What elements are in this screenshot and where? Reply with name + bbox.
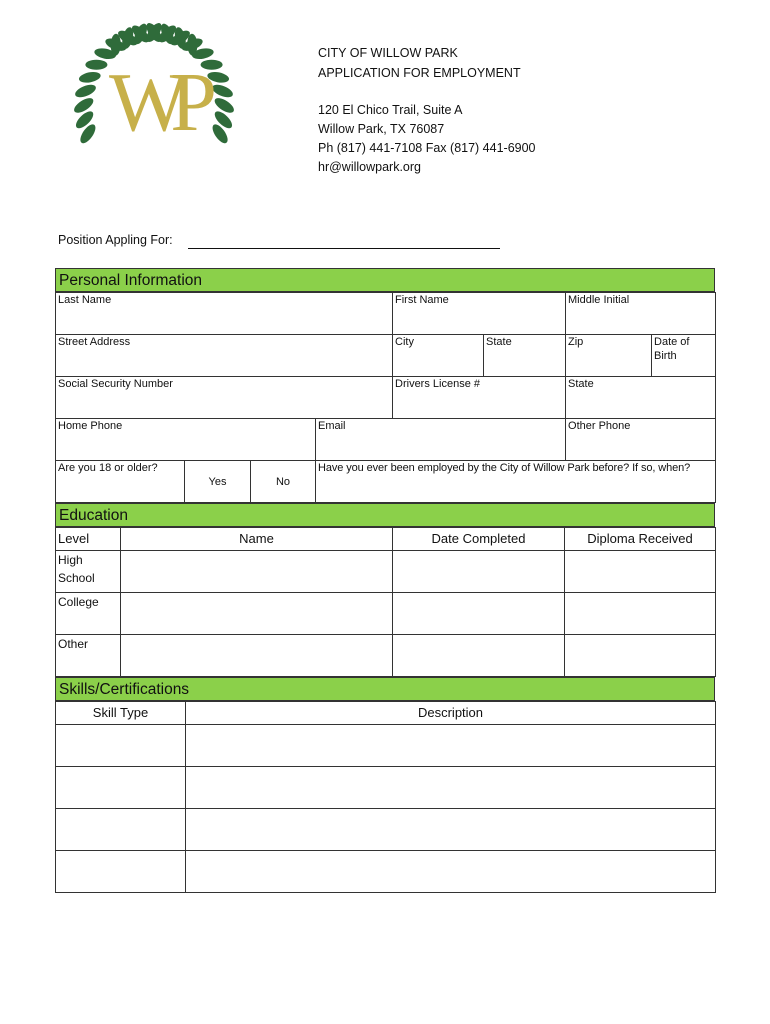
- age-yes-option[interactable]: Yes: [185, 461, 251, 503]
- level-other: Other: [56, 635, 121, 677]
- street-address-field[interactable]: Street Address: [56, 335, 393, 377]
- education-table: [55, 527, 716, 677]
- skill-description-field[interactable]: [186, 767, 716, 809]
- email-field[interactable]: Email: [316, 419, 566, 461]
- position-label: Position Appling For:: [58, 233, 173, 247]
- age-question: Are you 18 or older?: [56, 461, 185, 503]
- document-title: APPLICATION FOR EMPLOYMENT: [318, 66, 521, 80]
- city-field[interactable]: City: [393, 335, 484, 377]
- personal-info-table: [55, 292, 716, 503]
- license-state-field[interactable]: State: [566, 377, 716, 419]
- skill-description-header: Description: [186, 702, 716, 725]
- skills-table: [55, 701, 716, 893]
- address-line-1: 120 El Chico Trail, Suite A: [318, 103, 463, 117]
- drivers-license-field[interactable]: Drivers License #: [393, 377, 566, 419]
- laurel-leaf: [206, 70, 230, 84]
- level-high-school: High School: [56, 551, 121, 593]
- high-school-date-field[interactable]: [393, 551, 565, 593]
- college-date-field[interactable]: [393, 593, 565, 635]
- home-phone-field[interactable]: Home Phone: [56, 419, 316, 461]
- other-name-field[interactable]: [121, 635, 393, 677]
- skill-type-header: Skill Type: [56, 702, 186, 725]
- city-logo: [56, 22, 252, 192]
- laurel-leaf: [201, 60, 223, 70]
- personal-info-heading: Personal Information: [55, 268, 715, 292]
- last-name-field[interactable]: Last Name: [56, 293, 393, 335]
- skill-type-field[interactable]: [56, 767, 186, 809]
- skills-heading: Skills/Certifications: [55, 677, 715, 701]
- education-name-header: Name: [121, 528, 393, 551]
- laurel-leaf: [73, 82, 97, 100]
- skill-description-field[interactable]: [186, 725, 716, 767]
- laurel-leaf: [78, 70, 102, 84]
- other-phone-field[interactable]: Other Phone: [566, 419, 716, 461]
- education-diploma-header: Diploma Received: [565, 528, 716, 551]
- laurel-leaf: [85, 60, 107, 70]
- previous-employment-question[interactable]: Have you ever been employed by the City of Willow Park before? If so, when?: [316, 461, 716, 503]
- middle-initial-field[interactable]: Middle Initial: [566, 293, 716, 335]
- state-field[interactable]: State: [484, 335, 566, 377]
- laurel-leaf: [210, 82, 234, 100]
- skill-type-field[interactable]: [56, 725, 186, 767]
- high-school-name-field[interactable]: [121, 551, 393, 593]
- education-level-header: Level: [56, 528, 121, 551]
- skill-description-field[interactable]: [186, 809, 716, 851]
- address-line-2: Willow Park, TX 76087: [318, 122, 445, 136]
- logo-monogram: WP: [109, 56, 199, 149]
- ssn-field[interactable]: Social Security Number: [56, 377, 393, 419]
- other-date-field[interactable]: [393, 635, 565, 677]
- skill-type-field[interactable]: [56, 851, 186, 893]
- first-name-field[interactable]: First Name: [393, 293, 566, 335]
- college-name-field[interactable]: [121, 593, 393, 635]
- skill-description-field[interactable]: [186, 851, 716, 893]
- age-no-option[interactable]: No: [251, 461, 316, 503]
- contact-email: hr@willowpark.org: [318, 160, 421, 174]
- date-of-birth-field[interactable]: Date of Birth: [654, 336, 690, 362]
- phone-fax: Ph (817) 441-7108 Fax (817) 441-6900: [318, 141, 536, 155]
- level-college: College: [56, 593, 121, 635]
- skill-type-field[interactable]: [56, 809, 186, 851]
- zip-field[interactable]: Zip: [566, 335, 652, 376]
- position-input-line[interactable]: [188, 248, 500, 249]
- education-date-header: Date Completed: [393, 528, 565, 551]
- college-diploma-field[interactable]: [565, 593, 716, 635]
- zip-dob-cell: [566, 335, 716, 377]
- education-heading: Education: [55, 503, 715, 527]
- other-diploma-field[interactable]: [565, 635, 716, 677]
- org-name: CITY OF WILLOW PARK: [318, 46, 458, 60]
- high-school-diploma-field[interactable]: [565, 551, 716, 593]
